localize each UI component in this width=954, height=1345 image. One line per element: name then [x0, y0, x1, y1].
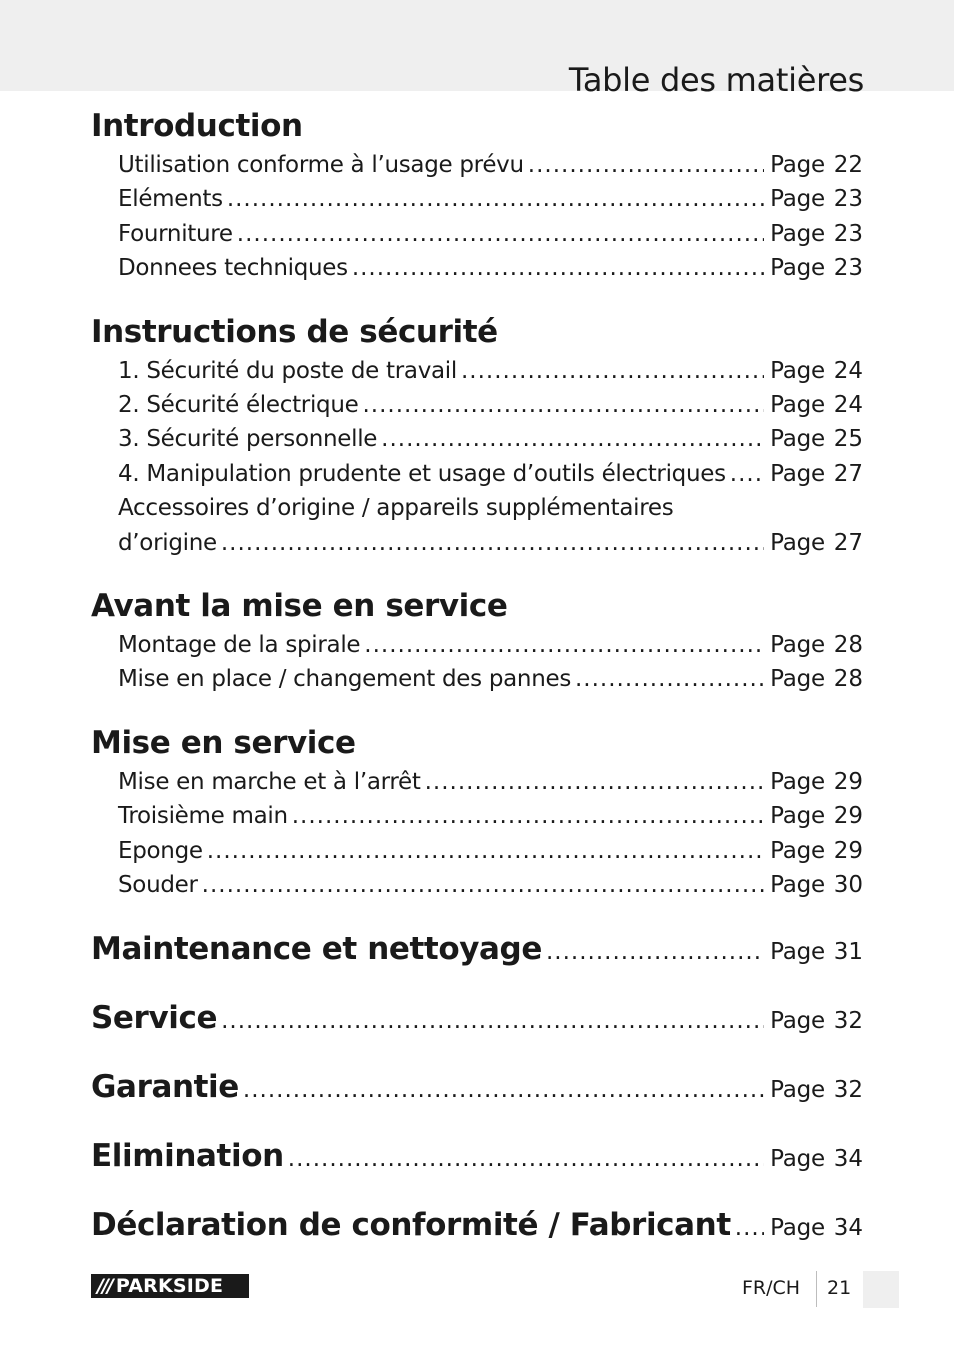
section-title-garantie: Garantie — [91, 1068, 239, 1105]
toc-heading-garantie[interactable] — [91, 1065, 863, 1134]
entries-safety — [91, 354, 863, 560]
table-of-contents — [91, 104, 863, 1272]
toc-entry[interactable] — [118, 765, 863, 799]
page-number: 24 — [833, 357, 863, 384]
leader-dots — [735, 1215, 764, 1241]
toc-entry[interactable] — [118, 354, 863, 388]
page-word: Page — [770, 666, 825, 693]
page-word: Page — [770, 1214, 825, 1241]
entry-label: Mise en place / changement des pannes — [118, 666, 571, 693]
logo-slashes: /// — [97, 1275, 112, 1297]
entry-label: Souder — [118, 872, 198, 899]
toc-entry[interactable] — [118, 217, 863, 251]
page-number: 34 — [833, 1145, 863, 1172]
entry-label: d’origine — [118, 529, 217, 556]
toc-entry[interactable] — [118, 799, 863, 833]
section-spacer — [91, 286, 863, 310]
section-title-maintenance: Maintenance et nettoyage — [91, 930, 542, 967]
page-number: 23 — [833, 220, 863, 247]
section-before-use — [91, 584, 863, 697]
leader-dots — [730, 457, 764, 491]
toc-entry[interactable] — [118, 388, 863, 422]
page-number: 25 — [833, 426, 863, 453]
section-title-declaration: Déclaration de conformité / Fabricant — [91, 1206, 731, 1243]
page-number: 23 — [833, 186, 863, 213]
section-title-before-use[interactable]: Avant la mise en service — [91, 588, 508, 625]
page-number: 22 — [833, 152, 863, 178]
toc-entry[interactable] — [118, 182, 863, 216]
leader-dots — [546, 939, 764, 965]
entries-before-use — [91, 628, 863, 697]
entry-label: 1. Sécurité du poste de travail — [118, 357, 457, 384]
entry-label: Utilisation conforme à l’usage prévu — [118, 152, 524, 178]
page-word: Page — [770, 255, 825, 282]
toc-entry[interactable] — [118, 628, 863, 662]
leader-dots — [575, 662, 764, 696]
leader-dots — [221, 526, 764, 560]
leader-dots — [461, 354, 764, 388]
page-word: Page — [770, 460, 825, 487]
section-use — [91, 721, 863, 903]
leader-dots — [207, 834, 764, 868]
section-title-use[interactable]: Mise en service — [91, 724, 356, 761]
leader-dots — [221, 1008, 764, 1034]
page-word: Page — [770, 803, 825, 830]
leader-dots — [381, 422, 764, 456]
footer-tab — [863, 1271, 899, 1308]
page-word: Page — [770, 938, 825, 965]
footer-language: FR/CH — [742, 1277, 801, 1299]
toc-entry-wrapped-line2[interactable] — [118, 526, 863, 560]
page-number: 29 — [833, 803, 863, 830]
entry-label: 2. Sécurité électrique — [118, 392, 359, 419]
page-number: 34 — [833, 1214, 863, 1241]
toc-entry[interactable] — [118, 868, 863, 902]
entry-label: Donnees techniques — [118, 255, 348, 282]
leader-dots — [364, 628, 764, 662]
entry-label: Fourniture — [118, 220, 233, 247]
toc-entry[interactable] — [118, 148, 863, 182]
page-word: Page — [770, 872, 825, 899]
page-number: 32 — [833, 1076, 863, 1103]
leader-dots — [425, 765, 765, 799]
toc-entry[interactable] — [118, 662, 863, 696]
leader-dots — [528, 148, 764, 182]
section-spacer — [91, 560, 863, 584]
page-word: Page — [770, 392, 825, 419]
section-title-introduction[interactable]: Introduction — [91, 108, 303, 144]
section-title-service: Service — [91, 999, 218, 1036]
entry-label: Eléments — [118, 186, 223, 213]
toc-entry[interactable] — [118, 457, 863, 491]
leader-dots — [243, 1077, 764, 1103]
section-safety — [91, 310, 863, 560]
page-word: Page — [770, 1076, 825, 1103]
page-word: Page — [770, 357, 825, 384]
toc-heading-service[interactable] — [91, 996, 863, 1065]
page-number: 29 — [833, 768, 863, 795]
page-number: 24 — [833, 392, 863, 419]
parkside-logo — [91, 1274, 249, 1298]
page-number: 31 — [833, 938, 863, 965]
page-number: 28 — [833, 632, 863, 659]
entry-label: Montage de la spirale — [118, 632, 361, 659]
page-word: Page — [770, 837, 825, 864]
entry-label: 4. Manipulation prudente et usage d’outils électriques — [118, 460, 726, 487]
logo-text: PARKSIDE — [115, 1275, 224, 1297]
section-spacer — [91, 697, 863, 721]
toc-entry[interactable] — [118, 422, 863, 456]
page-word: Page — [770, 529, 825, 556]
page-word: Page — [770, 1007, 825, 1034]
entry-label: Accessoires d’origine / appareils supplémentaires — [118, 495, 674, 522]
page-word: Page — [770, 152, 825, 178]
leader-dots — [292, 799, 764, 833]
entries-introduction — [91, 148, 863, 286]
leader-dots — [288, 1146, 764, 1172]
section-introduction — [91, 104, 863, 286]
leader-dots — [202, 868, 764, 902]
page-number: 27 — [833, 460, 863, 487]
page-word: Page — [770, 220, 825, 247]
entry-label: Mise en marche et à l’arrêt — [118, 768, 421, 795]
page-number: 29 — [833, 837, 863, 864]
page-number: 27 — [833, 529, 863, 556]
entries-use — [91, 765, 863, 903]
entry-label: Eponge — [118, 837, 203, 864]
page-number: 28 — [833, 666, 863, 693]
page-number: 23 — [833, 255, 863, 282]
toc-heading-declaration[interactable] — [91, 1203, 863, 1272]
toc-entry[interactable] — [118, 834, 863, 868]
page-word: Page — [770, 1145, 825, 1172]
page-title: Table des matières — [568, 61, 864, 100]
page-word: Page — [770, 426, 825, 453]
footer-page-number: 21 — [827, 1277, 852, 1299]
page-word: Page — [770, 186, 825, 213]
toc-heading-elimination[interactable] — [91, 1134, 863, 1203]
entry-label: Troisième main — [118, 803, 288, 830]
page-word: Page — [770, 768, 825, 795]
section-spacer — [91, 903, 863, 927]
leader-dots — [227, 182, 764, 216]
section-title-elimination: Elimination — [91, 1137, 284, 1174]
toc-heading-maintenance[interactable] — [91, 927, 863, 996]
page-number: 32 — [833, 1007, 863, 1034]
leader-dots — [362, 388, 764, 422]
leader-dots — [352, 251, 764, 285]
footer-divider — [816, 1271, 817, 1307]
section-title-safety[interactable]: Instructions de sécurité — [91, 313, 498, 350]
page-word: Page — [770, 632, 825, 659]
leader-dots — [237, 217, 764, 251]
page-number: 30 — [833, 872, 863, 899]
entry-label: 3. Sécurité personnelle — [118, 426, 378, 453]
toc-entry-wrapped-line1[interactable] — [118, 491, 863, 525]
toc-entry[interactable] — [118, 251, 863, 285]
